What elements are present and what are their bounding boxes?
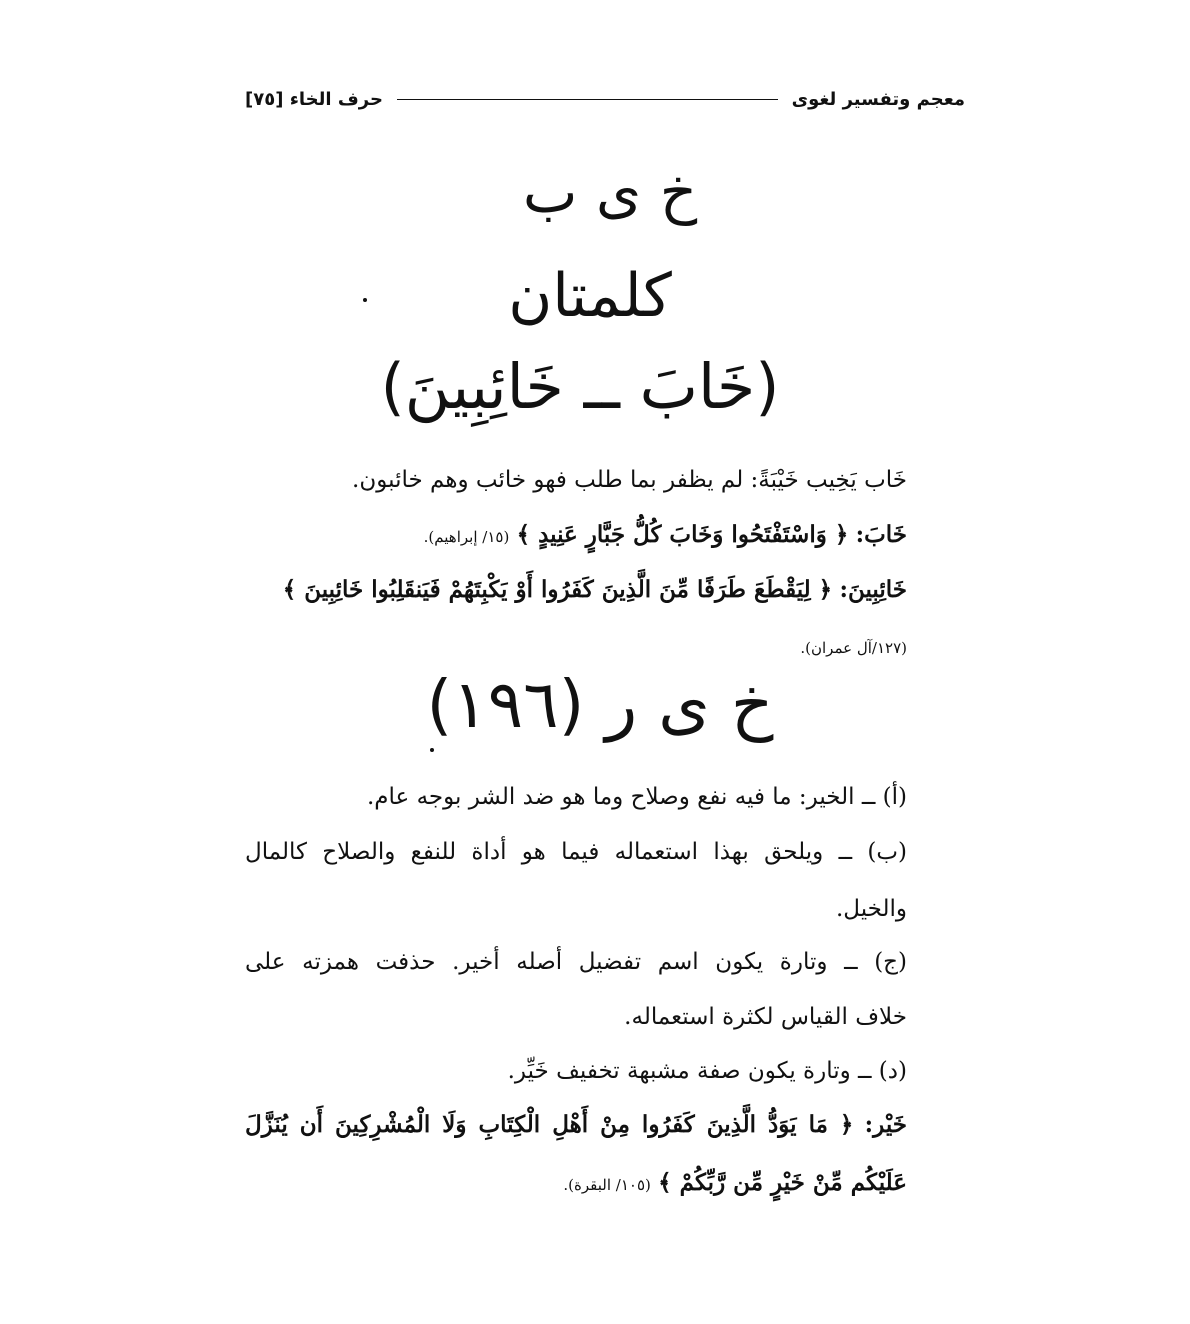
example-khaibin-ref-line bbox=[245, 632, 907, 662]
example-khab bbox=[245, 520, 907, 551]
definition-khab: خَاب يَخِيب خَيْبَةً: لم يظفر بما طلب فهو خائب وهم خائبون. bbox=[352, 467, 907, 493]
quran-quote: عَلَيْكُم مِّنْ خَيْرٍ مِّن رَّبِّكُمْ ﴾ bbox=[658, 1169, 907, 1196]
example-term: خَائِبِينَ: bbox=[839, 576, 907, 603]
header-rule bbox=[397, 99, 778, 100]
ink-dot bbox=[430, 748, 434, 752]
root-heading-khyb: خ ى ب bbox=[522, 158, 698, 226]
verse-reference: (١٠٥/ البقرة). bbox=[563, 1176, 651, 1194]
meaning-c-line2: خلاف القياس لكثرة استعماله. bbox=[624, 1004, 907, 1030]
words-heading: (خَابَ ــ خَائِبِينَ) bbox=[380, 350, 780, 423]
page-header bbox=[245, 84, 965, 114]
root-heading-khyr: خ ى ر (١٩٦) bbox=[426, 666, 774, 743]
example-term: خَابَ: bbox=[855, 521, 907, 548]
verse-reference: (١٥/ إبراهيم). bbox=[423, 528, 510, 546]
word-count-heading: كلمتان bbox=[508, 261, 672, 331]
quran-quote: ﴿ مَا يَوَدُّ الَّذِينَ كَفَرُوا مِنْ أَهْلِ الْكِتَابِ وَلَا الْمُشْرِكِينَ أَن يُنَزَّلَ bbox=[245, 1111, 854, 1138]
meaning-b-line1: (ب) ــ ويلحق بهذا استعماله فيما هو أداة للنفع والصلاح كالمال bbox=[245, 839, 907, 865]
section-label: حرف الخاء [٧٥] bbox=[245, 88, 383, 110]
meaning-b-line2: والخيل. bbox=[835, 896, 907, 922]
meaning-d: (د) ــ وتارة يكون صفة مشبهة تخفيف خَيِّر. bbox=[507, 1058, 907, 1084]
quran-quote: ﴿ لِيَقْطَعَ طَرَفًا مِّنَ الَّذِينَ كَفَرُوا أَوْ يَكْبِتَهُمْ فَيَنقَلِبُوا خَائِبِينَ ﴾ bbox=[282, 576, 833, 603]
book-title: معجم وتفسير لغوى bbox=[791, 88, 965, 110]
example-khayr-line1 bbox=[245, 1110, 907, 1141]
ink-dot bbox=[363, 298, 367, 302]
meaning-a: (أ) ــ الخير: ما فيه نفع وصلاح وما هو ضد الشر بوجه عام. bbox=[366, 784, 907, 810]
meaning-c-line1: (ج) ــ وتارة يكون اسم تفضيل أصله أخير. حذفت همزته على bbox=[245, 949, 907, 975]
quran-quote: ﴿ وَاسْتَفْتَحُوا وَخَابَ كُلُّ جَبَّارٍ عَنِيدٍ ﴾ bbox=[516, 521, 849, 548]
example-khaibin bbox=[245, 575, 907, 606]
example-term: خَيْر: bbox=[864, 1111, 908, 1138]
verse-reference: (١٢٧/آل عمران). bbox=[800, 639, 907, 657]
example-khayr-line2 bbox=[245, 1168, 907, 1199]
